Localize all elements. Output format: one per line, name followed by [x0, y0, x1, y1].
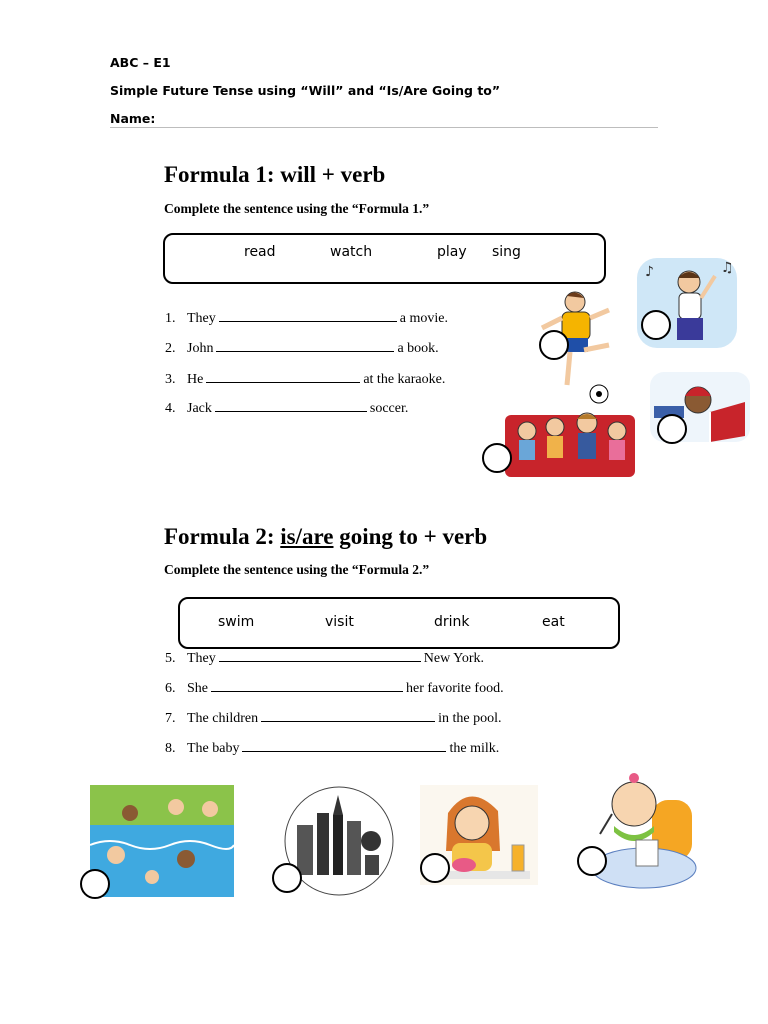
word-bank-word: read — [244, 244, 276, 260]
underlined-is-are: is/are — [280, 524, 334, 549]
kids-swimming-illustration — [90, 785, 234, 897]
question-7: 7. The children in the pool. — [165, 711, 502, 726]
question-2: 2. John a book. — [165, 341, 439, 356]
formula-1-instruction: Complete the sentence using the “Formula 1.” — [164, 201, 430, 216]
answer-blank[interactable] — [215, 399, 367, 412]
word-bank-word: drink — [434, 614, 470, 630]
answer-circle[interactable] — [272, 863, 302, 893]
answer-blank[interactable] — [219, 309, 397, 322]
question-8: 8. The baby the milk. — [165, 741, 500, 756]
answer-blank[interactable] — [216, 339, 394, 352]
answer-circle[interactable] — [420, 853, 450, 883]
answer-blank[interactable] — [219, 649, 421, 662]
word-bank-word: visit — [325, 614, 354, 630]
svg-text:♫: ♫ — [721, 260, 734, 276]
answer-blank[interactable] — [206, 370, 360, 383]
answer-circle[interactable] — [657, 414, 687, 444]
word-bank-1 — [163, 233, 606, 284]
answer-blank[interactable] — [211, 679, 403, 692]
answer-circle[interactable] — [641, 310, 671, 340]
worksheet-subtitle: Simple Future Tense using “Will” and “Is/Are Going to” — [110, 83, 501, 98]
question-1: 1. They a movie. — [165, 311, 448, 326]
word-bank-word: watch — [330, 244, 373, 260]
question-6: 6. She her favorite food. — [165, 681, 504, 696]
question-5: 5. They New York. — [165, 651, 485, 666]
answer-circle[interactable] — [577, 846, 607, 876]
answer-blank[interactable] — [242, 739, 446, 752]
formula-2-title: Formula 2: is/are going to + verb — [164, 524, 488, 549]
answer-blank[interactable] — [261, 709, 435, 722]
formula-2-instruction: Complete the sentence using the “Formula 2.” — [164, 562, 430, 577]
name-line[interactable] — [110, 127, 658, 128]
word-bank-word: play — [437, 244, 467, 260]
word-bank-word: swim — [218, 614, 255, 630]
movie-audience-illustration — [505, 407, 645, 477]
question-3: 3. He at the karaoke. — [165, 372, 446, 387]
word-bank-word: sing — [492, 244, 521, 260]
name-label: Name: — [110, 111, 156, 126]
formula-1-title: Formula 1: will + verb — [164, 162, 386, 187]
question-4: 4. Jack soccer. — [165, 401, 409, 416]
word-bank-2 — [178, 597, 620, 649]
word-bank-word: eat — [542, 614, 565, 630]
worksheet-code: ABC – E1 — [110, 55, 171, 70]
answer-circle[interactable] — [482, 443, 512, 473]
answer-circle[interactable] — [539, 330, 569, 360]
svg-text:♪: ♪ — [645, 264, 654, 280]
answer-circle[interactable] — [80, 869, 110, 899]
